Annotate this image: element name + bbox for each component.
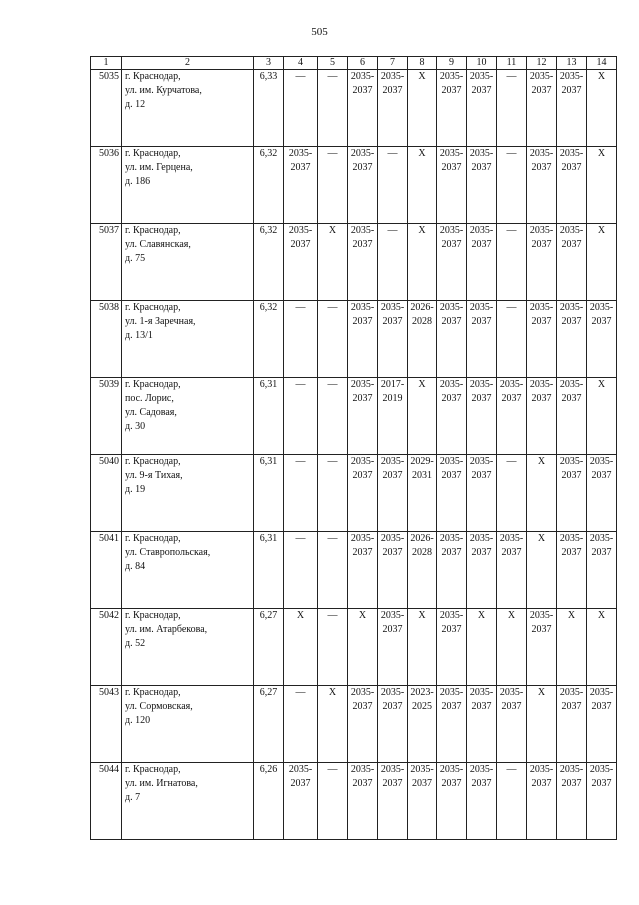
address-line: ул. 1-я Заречная, [125,316,196,327]
period-cell-col-5: — [318,763,348,840]
address-line: пос. Лорис, [125,393,174,404]
period-cell-col-9: 2035-2037 [437,455,467,532]
period-cell-col-4: — [284,378,318,455]
address-line: г. Краснодар, [125,764,181,775]
period-cell-col-11: 2035-2037 [497,378,527,455]
period-cell-col-9: 2035-2037 [437,147,467,224]
address-line: ул. им. Атарбекова, [125,624,208,635]
period-cell-col-7: — [378,224,408,301]
table-row [91,455,617,532]
address-cell [122,147,254,224]
period-cell-col-14: Х [587,378,617,455]
row-number: 5037 [91,224,122,301]
column-number-2: 2 [122,57,254,70]
address-line: д. 13/1 [125,330,153,341]
address-cell [122,455,254,532]
table-row [91,763,617,840]
period-cell-col-14: 2035-2037 [587,532,617,609]
period-cell-col-9: 2035-2037 [437,378,467,455]
period-cell-col-12: 2035-2037 [527,763,557,840]
period-cell-col-10: 2035-2037 [467,686,497,763]
value-cell: 6,27 [254,609,284,686]
address-line: г. Краснодар, [125,456,181,467]
table-row [91,147,617,224]
period-cell-col-14: Х [587,224,617,301]
value-cell: 6,32 [254,224,284,301]
value-cell: 6,33 [254,70,284,147]
period-cell-col-13: 2035-2037 [557,455,587,532]
period-cell-col-9: 2035-2037 [437,686,467,763]
period-cell-col-14: Х [587,70,617,147]
column-number-6: 6 [348,57,378,70]
register-table [90,56,617,840]
address-line: д. 84 [125,561,146,572]
address-line: ул. Сормовская, [125,701,193,712]
period-cell-col-14: Х [587,609,617,686]
period-cell-col-4: 2035-2037 [284,147,318,224]
address-cell [122,378,254,455]
period-cell-col-11: — [497,147,527,224]
period-cell-col-4: — [284,70,318,147]
period-cell-col-8: 2029-2031 [408,455,437,532]
period-cell-col-6: 2035-2037 [348,378,378,455]
address-line: г. Краснодар, [125,302,181,313]
period-cell-col-13: 2035-2037 [557,224,587,301]
period-cell-col-9: 2035-2037 [437,532,467,609]
address-line: ул. им. Курчатова, [125,85,202,96]
period-cell-col-7: 2035-2037 [378,763,408,840]
address-cell [122,70,254,147]
value-cell: 6,31 [254,455,284,532]
period-cell-col-12: 2035-2037 [527,70,557,147]
address-line: г. Краснодар, [125,148,181,159]
table-body [91,70,617,840]
period-cell-col-11: — [497,763,527,840]
period-cell-col-13: Х [557,609,587,686]
period-cell-col-5: — [318,301,348,378]
row-number: 5044 [91,763,122,840]
address-cell [122,301,254,378]
row-number: 5035 [91,70,122,147]
period-cell-col-7: 2035-2037 [378,532,408,609]
period-cell-col-10: 2035-2037 [467,455,497,532]
period-cell-col-8: 2026-2028 [408,301,437,378]
period-cell-col-8: Х [408,609,437,686]
address-line: ул. Садовая, [125,407,177,418]
address-line: д. 75 [125,253,146,264]
period-cell-col-12: 2035-2037 [527,224,557,301]
period-cell-col-12: 2035-2037 [527,378,557,455]
period-cell-col-13: 2035-2037 [557,686,587,763]
period-cell-col-10: 2035-2037 [467,301,497,378]
period-cell-col-4: 2035-2037 [284,763,318,840]
period-cell-col-12: 2035-2037 [527,147,557,224]
period-cell-col-8: 2023-2025 [408,686,437,763]
period-cell-col-12: Х [527,455,557,532]
column-number-3: 3 [254,57,284,70]
column-number-1: 1 [91,57,122,70]
address-cell [122,763,254,840]
column-number-7: 7 [378,57,408,70]
period-cell-col-7: 2035-2037 [378,686,408,763]
period-cell-col-4: — [284,455,318,532]
period-cell-col-10: 2035-2037 [467,378,497,455]
address-cell [122,686,254,763]
period-cell-col-14: 2035-2037 [587,763,617,840]
address-line: г. Краснодар, [125,225,181,236]
value-cell: 6,26 [254,763,284,840]
column-number-13: 13 [557,57,587,70]
period-cell-col-4: — [284,532,318,609]
period-cell-col-12: 2035-2037 [527,301,557,378]
address-line: г. Краснодар, [125,687,181,698]
address-line: д. 19 [125,484,146,495]
period-cell-col-5: Х [318,224,348,301]
period-cell-col-9: 2035-2037 [437,224,467,301]
period-cell-col-6: 2035-2037 [348,147,378,224]
period-cell-col-14: 2035-2037 [587,455,617,532]
period-cell-col-6: 2035-2037 [348,224,378,301]
address-line: д. 186 [125,176,151,187]
address-line: ул. Ставропольская, [125,547,211,558]
address-line: ул. 9-я Тихая, [125,470,183,481]
period-cell-col-13: 2035-2037 [557,147,587,224]
period-cell-col-14: Х [587,147,617,224]
period-cell-col-11: Х [497,609,527,686]
period-cell-col-4: — [284,686,318,763]
row-number: 5038 [91,301,122,378]
period-cell-col-6: 2035-2037 [348,301,378,378]
period-cell-col-8: Х [408,378,437,455]
row-number: 5039 [91,378,122,455]
period-cell-col-13: 2035-2037 [557,70,587,147]
period-cell-col-8: Х [408,224,437,301]
period-cell-col-13: 2035-2037 [557,763,587,840]
address-cell [122,609,254,686]
period-cell-col-7: — [378,147,408,224]
column-number-14: 14 [587,57,617,70]
period-cell-col-5: — [318,609,348,686]
period-cell-col-8: 2035-2037 [408,763,437,840]
period-cell-col-7: 2035-2037 [378,455,408,532]
period-cell-col-9: 2035-2037 [437,763,467,840]
column-number-5: 5 [318,57,348,70]
period-cell-col-13: 2035-2037 [557,301,587,378]
period-cell-col-11: — [497,70,527,147]
value-cell: 6,31 [254,532,284,609]
address-line: д. 52 [125,638,146,649]
row-number: 5042 [91,609,122,686]
period-cell-col-9: 2035-2037 [437,609,467,686]
address-line: г. Краснодар, [125,610,181,621]
address-line: ул. им. Герцена, [125,162,193,173]
row-number: 5040 [91,455,122,532]
address-line: ул. им. Игнатова, [125,778,198,789]
period-cell-col-12: Х [527,532,557,609]
row-number: 5041 [91,532,122,609]
address-line: г. Краснодар, [125,71,181,82]
address-line: д. 12 [125,99,146,110]
period-cell-col-11: 2035-2037 [497,532,527,609]
table-row [91,378,617,455]
column-number-12: 12 [527,57,557,70]
period-cell-col-11: 2035-2037 [497,686,527,763]
period-cell-col-6: 2035-2037 [348,532,378,609]
column-number-4: 4 [284,57,318,70]
period-cell-col-11: — [497,301,527,378]
period-cell-col-10: 2035-2037 [467,224,497,301]
period-cell-col-12: Х [527,686,557,763]
period-cell-col-11: — [497,224,527,301]
period-cell-col-7: 2017-2019 [378,378,408,455]
address-line: г. Краснодар, [125,533,181,544]
period-cell-col-8: 2026-2028 [408,532,437,609]
period-cell-col-5: — [318,532,348,609]
value-cell: 6,32 [254,301,284,378]
period-cell-col-10: 2035-2037 [467,147,497,224]
column-number-11: 11 [497,57,527,70]
period-cell-col-4: 2035-2037 [284,224,318,301]
period-cell-col-6: 2035-2037 [348,686,378,763]
period-cell-col-5: — [318,147,348,224]
period-cell-col-12: 2035-2037 [527,609,557,686]
value-cell: 6,27 [254,686,284,763]
period-cell-col-9: 2035-2037 [437,301,467,378]
table-row [91,301,617,378]
column-number-10: 10 [467,57,497,70]
period-cell-col-5: Х [318,686,348,763]
period-cell-col-13: 2035-2037 [557,378,587,455]
period-cell-col-5: — [318,378,348,455]
period-cell-col-7: 2035-2037 [378,609,408,686]
period-cell-col-10: 2035-2037 [467,763,497,840]
period-cell-col-5: — [318,70,348,147]
period-cell-col-8: Х [408,70,437,147]
value-cell: 6,31 [254,378,284,455]
period-cell-col-4: Х [284,609,318,686]
period-cell-col-14: 2035-2037 [587,301,617,378]
address-cell [122,224,254,301]
table-row [91,686,617,763]
table-row [91,609,617,686]
period-cell-col-4: — [284,301,318,378]
period-cell-col-10: 2035-2037 [467,70,497,147]
period-cell-col-10: Х [467,609,497,686]
row-number: 5036 [91,147,122,224]
period-cell-col-6: 2035-2037 [348,455,378,532]
column-number-9: 9 [437,57,467,70]
column-number-row [91,57,617,70]
address-line: ул. Славянская, [125,239,191,250]
period-cell-col-6: 2035-2037 [348,70,378,147]
period-cell-col-6: Х [348,609,378,686]
period-cell-col-13: 2035-2037 [557,532,587,609]
period-cell-col-7: 2035-2037 [378,301,408,378]
address-cell [122,532,254,609]
period-cell-col-9: 2035-2037 [437,70,467,147]
table-row [91,532,617,609]
address-line: д. 120 [125,715,151,726]
period-cell-col-5: — [318,455,348,532]
address-line: д. 30 [125,421,146,432]
value-cell: 6,32 [254,147,284,224]
address-line: г. Краснодар, [125,379,181,390]
period-cell-col-7: 2035-2037 [378,70,408,147]
page-number: 505 [311,26,328,38]
period-cell-col-10: 2035-2037 [467,532,497,609]
row-number: 5043 [91,686,122,763]
address-line: д. 7 [125,792,141,803]
period-cell-col-6: 2035-2037 [348,763,378,840]
table-row [91,70,617,147]
period-cell-col-11: — [497,455,527,532]
column-number-8: 8 [408,57,437,70]
period-cell-col-14: 2035-2037 [587,686,617,763]
table-row [91,224,617,301]
period-cell-col-8: Х [408,147,437,224]
